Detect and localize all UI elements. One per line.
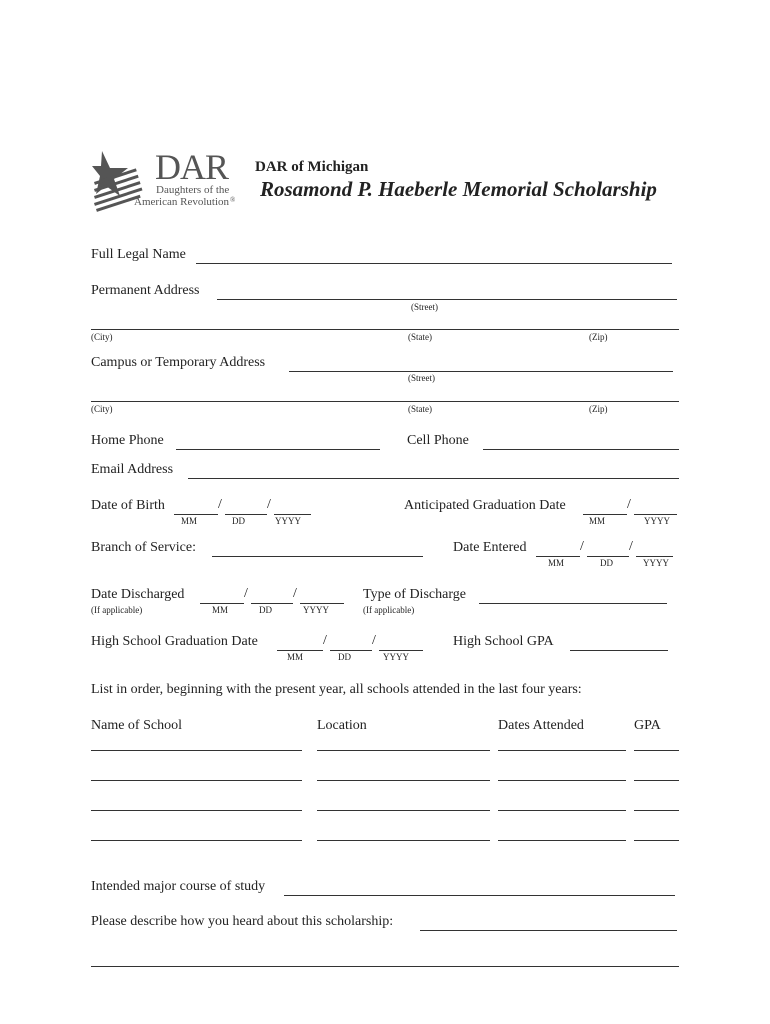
campus-address-label: Campus or Temporary Address bbox=[91, 355, 266, 370]
dob-dd-sublabel: DD bbox=[232, 516, 245, 526]
type-discharge-label: Type of Discharge bbox=[363, 587, 466, 602]
dob-mm-field[interactable] bbox=[174, 514, 218, 515]
hs-grad-slash-1: / bbox=[323, 633, 327, 648]
school-row3-gpa-field[interactable] bbox=[634, 810, 679, 811]
permanent-street-field[interactable] bbox=[217, 299, 677, 300]
cell-phone-label: Cell Phone bbox=[407, 433, 469, 448]
hs-grad-mm-sublabel: MM bbox=[287, 652, 304, 662]
campus-state-sublabel: (State) bbox=[408, 404, 432, 414]
date-discharged-mm-sublabel: MM bbox=[212, 605, 229, 615]
date-entered-yyyy-sublabel: YYYY bbox=[643, 558, 669, 568]
hs-grad-dd-field[interactable] bbox=[330, 650, 372, 651]
date-discharged-dd-sublabel: DD bbox=[259, 605, 272, 615]
permanent-address-label: Permanent Address bbox=[91, 283, 200, 298]
permanent-zip-sublabel: (Zip) bbox=[589, 332, 608, 342]
dob-yyyy-field[interactable] bbox=[274, 514, 311, 515]
anticipated-grad-label: Anticipated Graduation Date bbox=[404, 498, 566, 513]
hs-grad-dd-sublabel: DD bbox=[338, 652, 351, 662]
date-entered-dd-sublabel: DD bbox=[600, 558, 613, 568]
date-discharged-slash-2: / bbox=[293, 586, 297, 601]
logo-abbr: DAR bbox=[155, 147, 229, 187]
school-row1-gpa-field[interactable] bbox=[634, 750, 679, 751]
heard-field[interactable] bbox=[420, 930, 677, 931]
date-discharged-slash-1: / bbox=[244, 586, 248, 601]
logo-line2: American Revolution bbox=[134, 196, 230, 208]
hs-grad-date-label: High School Graduation Date bbox=[91, 634, 258, 649]
scholarship-title: Rosamond P. Haeberle Memorial Scholarship bbox=[260, 177, 657, 201]
hs-grad-mm-field[interactable] bbox=[277, 650, 323, 651]
date-discharged-label: Date Discharged bbox=[91, 587, 185, 602]
dob-slash-1: / bbox=[218, 497, 222, 512]
school-row1-dates-field[interactable] bbox=[498, 750, 626, 751]
col-gpa: GPA bbox=[634, 718, 661, 733]
org-name: DAR of Michigan bbox=[255, 159, 369, 175]
col-dates-attended: Dates Attended bbox=[498, 718, 584, 733]
anticipated-grad-mm-field[interactable] bbox=[583, 514, 627, 515]
school-row2-dates-field[interactable] bbox=[498, 780, 626, 781]
branch-field[interactable] bbox=[212, 556, 423, 557]
anticipated-grad-slash: / bbox=[627, 497, 631, 512]
date-entered-slash-2: / bbox=[629, 539, 633, 554]
anticipated-grad-mm-sublabel: MM bbox=[589, 516, 606, 526]
logo-registered-mark: ® bbox=[230, 196, 236, 204]
campus-zip-sublabel: (Zip) bbox=[589, 404, 608, 414]
hs-grad-yyyy-sublabel: YYYY bbox=[383, 652, 409, 662]
hs-gpa-field[interactable] bbox=[570, 650, 668, 651]
date-discharged-if-applicable: (If applicable) bbox=[91, 605, 143, 615]
campus-street-field[interactable] bbox=[289, 371, 673, 372]
date-entered-label: Date Entered bbox=[453, 540, 527, 555]
type-discharge-if-applicable: (If applicable) bbox=[363, 605, 415, 615]
heard-field-continued[interactable] bbox=[91, 966, 679, 967]
date-discharged-yyyy-field[interactable] bbox=[300, 603, 344, 604]
campus-city-sublabel: (City) bbox=[91, 404, 113, 414]
permanent-state-sublabel: (State) bbox=[408, 332, 432, 342]
email-label: Email Address bbox=[91, 462, 174, 477]
branch-label: Branch of Service: bbox=[91, 540, 196, 555]
dob-yyyy-sublabel: YYYY bbox=[275, 516, 301, 526]
full-name-field[interactable] bbox=[196, 263, 672, 264]
date-discharged-dd-field[interactable] bbox=[251, 603, 293, 604]
dob-label: Date of Birth bbox=[91, 498, 165, 513]
major-label: Intended major course of study bbox=[91, 879, 266, 894]
school-row4-location-field[interactable] bbox=[317, 840, 490, 841]
dob-dd-field[interactable] bbox=[225, 514, 267, 515]
date-entered-mm-sublabel: MM bbox=[548, 558, 565, 568]
col-location: Location bbox=[317, 718, 367, 733]
date-entered-dd-field[interactable] bbox=[587, 556, 629, 557]
campus-city-state-zip-field[interactable] bbox=[91, 401, 679, 402]
campus-street-sublabel: (Street) bbox=[408, 373, 435, 383]
date-entered-slash-1: / bbox=[580, 539, 584, 554]
full-name-label: Full Legal Name bbox=[91, 247, 186, 262]
hs-grad-slash-2: / bbox=[372, 633, 376, 648]
school-row1-name-field[interactable] bbox=[91, 750, 302, 751]
school-row3-dates-field[interactable] bbox=[498, 810, 626, 811]
school-row2-location-field[interactable] bbox=[317, 780, 490, 781]
school-row4-dates-field[interactable] bbox=[498, 840, 626, 841]
cell-phone-field[interactable] bbox=[483, 449, 679, 450]
date-entered-yyyy-field[interactable] bbox=[636, 556, 673, 557]
anticipated-grad-yyyy-field[interactable] bbox=[634, 514, 677, 515]
schools-instruction: List in order, beginning with the present year, all schools attended in the last four years: bbox=[91, 682, 582, 697]
major-field[interactable] bbox=[284, 895, 675, 896]
hs-gpa-label: High School GPA bbox=[453, 634, 554, 649]
col-name-of-school: Name of School bbox=[91, 718, 182, 733]
school-row4-name-field[interactable] bbox=[91, 840, 302, 841]
dob-slash-2: / bbox=[267, 497, 271, 512]
date-discharged-yyyy-sublabel: YYYY bbox=[303, 605, 329, 615]
dob-mm-sublabel: MM bbox=[181, 516, 198, 526]
heard-label: Please describe how you heard about this scholarship: bbox=[91, 914, 394, 929]
home-phone-field[interactable] bbox=[176, 449, 380, 450]
permanent-city-state-zip-field[interactable] bbox=[91, 329, 679, 330]
permanent-city-sublabel: (City) bbox=[91, 332, 113, 342]
logo-line1: Daughters of the bbox=[156, 184, 230, 196]
school-row2-name-field[interactable] bbox=[91, 780, 302, 781]
school-row2-gpa-field[interactable] bbox=[634, 780, 679, 781]
date-discharged-mm-field[interactable] bbox=[200, 603, 244, 604]
school-row3-location-field[interactable] bbox=[317, 810, 490, 811]
hs-grad-yyyy-field[interactable] bbox=[379, 650, 423, 651]
school-row4-gpa-field[interactable] bbox=[634, 840, 679, 841]
school-row1-location-field[interactable] bbox=[317, 750, 490, 751]
school-row3-name-field[interactable] bbox=[91, 810, 302, 811]
anticipated-grad-yyyy-sublabel: YYYY bbox=[644, 516, 670, 526]
home-phone-label: Home Phone bbox=[91, 433, 164, 448]
permanent-street-sublabel: (Street) bbox=[411, 302, 438, 312]
date-entered-mm-field[interactable] bbox=[536, 556, 580, 557]
type-discharge-field[interactable] bbox=[479, 603, 667, 604]
email-field[interactable] bbox=[188, 478, 679, 479]
